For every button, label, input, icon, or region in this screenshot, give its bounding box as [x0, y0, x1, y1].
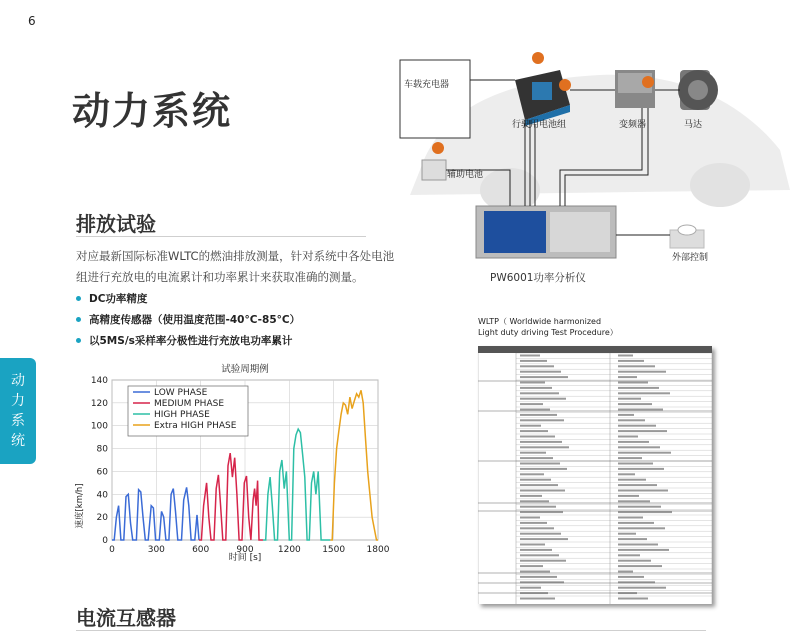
table-cell-text [520, 409, 550, 411]
bullet-dot-icon [76, 296, 81, 301]
table-cell-text [520, 355, 540, 357]
table-cell-text [520, 549, 552, 551]
table-cell-text [618, 473, 635, 475]
feature-item [76, 288, 300, 309]
emission-test-paragraph [76, 246, 406, 288]
inverter-icon [615, 70, 655, 108]
y-tick-label: 80 [96, 444, 108, 455]
side-tab-char: 统 [11, 433, 25, 449]
table-cell-text [618, 414, 634, 416]
table-cell-text [618, 533, 636, 535]
table-cell-text [520, 560, 566, 562]
feature-text: DC功率精度 [89, 293, 148, 305]
paragraph-line: 组进行充放电的电流累计和功率累计来获取准确的测量。 [76, 270, 364, 284]
table-cell-text [520, 436, 555, 438]
external-control-icon [670, 225, 704, 248]
table-cell-text [618, 441, 649, 443]
motor-label: 马达 [684, 120, 703, 130]
y-tick-label: 120 [90, 398, 108, 409]
table-cell-text [520, 598, 555, 600]
current-sensor-heading: 电流互感器 [76, 606, 176, 630]
table-cell-text [520, 425, 541, 427]
table-cell-text [520, 392, 559, 394]
table-cell-text [520, 468, 567, 470]
table-cell-text [618, 544, 658, 546]
table-cell-text [520, 414, 557, 416]
page-title: 动力系统 [72, 88, 233, 133]
table-cell-text [520, 479, 551, 481]
table-cell-text [618, 452, 671, 454]
table-cell-text [520, 527, 554, 529]
table-cell-text [520, 457, 553, 459]
table-cell-text [520, 544, 545, 546]
feature-text: 以5MS/s采样率分极性进行充放电功率累计 [89, 335, 293, 347]
table-cell-text [618, 382, 648, 384]
table-cell-text [520, 495, 542, 497]
table-cell-text [520, 500, 549, 502]
table-cell-text [520, 517, 540, 519]
table-cell-text [618, 495, 639, 497]
legend-label: HIGH PHASE [154, 410, 210, 420]
table-cell-text [520, 360, 547, 362]
table-cell-text [618, 355, 633, 357]
x-tick-label: 600 [192, 545, 210, 555]
y-tick-label: 20 [96, 513, 108, 524]
table-cell-text [618, 446, 660, 448]
chart-title: 试验周期例 [221, 364, 269, 375]
test-cycle-chart [70, 358, 390, 568]
table-cell-text [520, 365, 554, 367]
x-tick-label: 1800 [366, 545, 390, 555]
table-cell-text [520, 446, 569, 448]
y-tick-label: 60 [96, 467, 108, 478]
chart-legend [128, 386, 248, 436]
table-cell-text [520, 441, 562, 443]
table-cell-text [520, 398, 566, 400]
wltp-caption-line: WLTP（ Worldwide harmonized [478, 317, 602, 326]
y-tick-label: 40 [96, 490, 108, 501]
aux-battery-label: 辅助电池 [447, 170, 484, 180]
feature-item [76, 330, 300, 351]
x-tick-label: 0 [109, 545, 115, 555]
table-cell-text [618, 500, 650, 502]
table-cell-text [520, 463, 560, 465]
table-cell-text [618, 365, 655, 367]
bullet-dot-icon [76, 338, 81, 343]
legend-label: Extra HIGH PHASE [154, 421, 237, 431]
aux-battery-icon [422, 160, 446, 180]
y-tick-label: 140 [90, 376, 108, 386]
table-cell-text [618, 598, 648, 600]
table-cell-text [520, 533, 561, 535]
motor-icon [678, 70, 718, 110]
table-cell-text [618, 571, 633, 573]
table-cell-text [520, 387, 552, 389]
pw6001-analyzer-icon [476, 206, 616, 258]
table-cell-text [520, 554, 559, 556]
table-cell-text [520, 382, 545, 384]
side-tab-char: 动 [11, 373, 25, 389]
x-tick-label: 300 [147, 545, 165, 555]
table-cell-text [618, 554, 640, 556]
table-cell-text [520, 587, 541, 589]
table-cell-text [520, 452, 546, 454]
table-header [478, 346, 712, 353]
table-cell-text [520, 376, 568, 378]
table-cell-text [618, 511, 672, 513]
table-cell-text [618, 398, 641, 400]
paragraph-line: 对应最新国际标准WLTC的燃油排放测量，针对系统中各处电池 [76, 249, 395, 263]
table-cell-text [520, 419, 564, 421]
table-cell-text [618, 522, 654, 524]
table-cell-text [520, 565, 543, 567]
drive-battery-label: 行驶用电池组 [512, 120, 567, 130]
table-cell-text [618, 565, 662, 567]
table-cell-text [618, 371, 666, 373]
table-cell-text [618, 479, 646, 481]
table-cell-text [618, 587, 666, 589]
table-cell-text [618, 560, 651, 562]
analyzer-label: PW6001功率分析仪 [490, 272, 586, 284]
table-cell-text [618, 376, 637, 378]
table-cell-text [520, 484, 558, 486]
y-tick-label: 100 [90, 421, 108, 432]
table-cell-text [520, 473, 544, 475]
inverter-label: 变频器 [619, 120, 647, 130]
table-cell-text [618, 517, 643, 519]
side-tab-char: 力 [11, 393, 25, 409]
table-cell-text [520, 490, 565, 492]
table-cell-text [520, 506, 556, 508]
x-axis-label: 时间 [s] [228, 553, 262, 563]
table-cell-text [520, 430, 548, 432]
table-cell-text [618, 403, 652, 405]
legend-label: LOW PHASE [154, 388, 208, 398]
table-body-art [478, 353, 712, 604]
table-cell-text [520, 403, 543, 405]
wltp-caption-line: Light duty driving Test Procedure） [478, 328, 618, 337]
vehicle-diagram-art [380, 20, 792, 290]
table-cell-text [520, 511, 563, 513]
table-cell-text [618, 457, 642, 459]
table-cell-text [618, 490, 668, 492]
table-cell-text [618, 392, 670, 394]
table-cell-text [520, 371, 561, 373]
table-cell-text [618, 484, 657, 486]
table-cell-text [520, 538, 568, 540]
feature-text: 高精度传感器（使用温度范围-40°C-85°C） [89, 314, 301, 326]
bullet-dot-icon [76, 317, 81, 322]
table-cell-text [618, 430, 667, 432]
wltp-caption [478, 316, 618, 338]
y-axis-label: 速度[km/h] [75, 483, 85, 529]
x-tick-label: 1500 [322, 545, 346, 555]
table-cell-text [618, 527, 665, 529]
x-tick-label: 1200 [277, 545, 301, 555]
table-cell-text [618, 419, 645, 421]
table-cell-text [618, 468, 664, 470]
table-cell-text [618, 506, 661, 508]
y-tick-label: 0 [102, 536, 108, 546]
vehicle-system-diagram [380, 20, 792, 290]
wltp-spec-table [478, 346, 712, 604]
table-cell-text [520, 571, 550, 573]
page-number: 6 [28, 14, 36, 28]
external-control-label: 外部控制 [672, 253, 709, 263]
side-tab-char: 系 [11, 413, 25, 429]
section-divider [76, 630, 706, 631]
onboard-charger-label: 车载充电器 [404, 80, 450, 90]
feature-list [76, 288, 300, 351]
table-cell-text [520, 576, 557, 578]
emission-test-heading: 排放试验 [76, 212, 156, 236]
section-divider [76, 236, 366, 237]
table-cell-text [618, 549, 669, 551]
feature-item [76, 309, 300, 330]
table-cell-text [520, 522, 547, 524]
legend-label: MEDIUM PHASE [154, 399, 225, 409]
table-cell-text [618, 436, 638, 438]
table-cell-text [618, 576, 644, 578]
table-cell-text [618, 538, 647, 540]
table-cell-text [618, 425, 656, 427]
side-category-tab[interactable] [0, 358, 36, 464]
table-cell-text [618, 409, 663, 411]
table-cell-text [618, 360, 644, 362]
table-cell-text [618, 387, 659, 389]
table-cell-text [618, 463, 653, 465]
x-tick-label: 900 [236, 545, 254, 555]
